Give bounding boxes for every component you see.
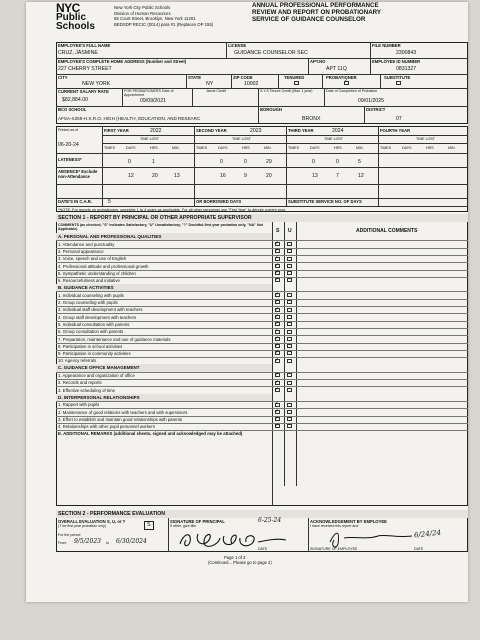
additional-remarks: E. ADDITIONAL REMARKS (additional sheets, signed and acknowledged may be attached)	[58, 431, 243, 437]
rating-checkbox-u[interactable]	[287, 381, 292, 385]
zip-label: ZIP CODE	[233, 75, 253, 80]
rating-checkbox-u[interactable]	[287, 249, 292, 253]
lateness-cell: 29	[266, 159, 272, 165]
criteria-item: 10. Agency referrals	[58, 358, 97, 364]
check-mark-icon: ✓	[274, 277, 280, 284]
check-mark-icon: ✓	[274, 328, 280, 335]
criteria-item: 9. Participation in community activities	[58, 351, 131, 357]
lateness-cell: 1	[152, 159, 155, 165]
attendance-note: *NOTE: For reports on probationers, complete 1 to 4 years as applicable. For all other personnel use "First Year" to denote current year.	[58, 208, 286, 212]
criteria-item: 2. Records and reports	[58, 380, 102, 386]
employee-sign-date: 6/24/24	[413, 528, 442, 540]
overall-rating: S	[147, 522, 151, 528]
criteria-row-line	[56, 299, 468, 300]
criteria-row-line	[56, 357, 468, 358]
apt-value: APT 11Q	[326, 66, 347, 72]
lateness-cell: 0	[220, 159, 223, 165]
district-value: 07	[396, 116, 402, 122]
empid-label: EMPLOYEE ID NUMBER	[372, 59, 421, 64]
criteria-item: 5. Sympathetic understanding of children	[58, 270, 136, 276]
rating-checkbox-u[interactable]	[287, 351, 292, 355]
address-label: EMPLOYEE'S COMPLETE HOME ADDRESS (Number and Street)	[58, 59, 187, 64]
criteria-row-line	[56, 248, 468, 249]
address-value: 227 CHERRY STREET	[58, 66, 112, 72]
criteria-item: 3. Voice, speech and use of English	[58, 256, 127, 262]
probation-end-date: 09/01/2025	[358, 98, 384, 104]
check-mark-icon: ✓	[274, 291, 280, 298]
criteria-row-line	[56, 379, 468, 380]
rating-checkbox-u[interactable]	[287, 242, 292, 246]
rating-checkbox-u[interactable]	[287, 308, 292, 312]
rating-checkbox-u[interactable]	[287, 388, 292, 392]
check-mark-icon: ✓	[274, 321, 280, 328]
criteria-item: 1. Appearance and organization of office	[58, 373, 135, 378]
rating-checkbox-u[interactable]	[287, 424, 292, 428]
criteria-item: 2. Group counseling with pupils	[58, 300, 118, 305]
section1-title: SECTION 1 - REPORT BY PRINCIPAL OR OTHER APPROPRIATE SUPERVISOR	[56, 214, 468, 222]
check-mark-icon: ✓	[274, 248, 280, 255]
lateness-cell: 0	[244, 159, 247, 165]
year-3: 2024	[332, 128, 344, 134]
criteria-item: 5. Individual consultation with parents	[58, 321, 130, 327]
license-value: GUIDANCE COUNSELOR SEC	[234, 50, 308, 56]
city-label: CITY	[58, 75, 68, 80]
criteria-item: 7. Preparation, maintenance and use of guidance materials	[58, 336, 171, 342]
period-to: 6/30/2024	[116, 538, 147, 545]
absence-cell: 16	[220, 173, 226, 179]
criteria-item: 4. Professional attitude and professional growth	[58, 263, 149, 269]
check-mark-icon: ✓	[274, 379, 280, 386]
borough-value: BRONX	[302, 116, 321, 122]
principal-sig-label: SIGNATURE OF PRINCIPAL	[170, 519, 225, 524]
salary-value: $82,884.00	[62, 97, 88, 103]
absence-cell: 7	[336, 173, 339, 179]
period-from: 9/5/2023	[74, 538, 101, 545]
criteria-item: 3. Effective scheduling of time	[58, 387, 116, 393]
name-label: EMPLOYEE'S FULL NAME	[58, 43, 111, 48]
lateness-cell: 0	[128, 159, 131, 165]
rating-checkbox-u[interactable]	[287, 410, 292, 414]
criteria-item: 1. Attendance and punctuality	[58, 241, 115, 247]
employee-name: CRUZ, JASMINE	[58, 50, 98, 56]
check-mark-icon: ✓	[274, 240, 280, 247]
absence-cell: 13	[174, 173, 180, 179]
state-label: STATE	[188, 75, 202, 80]
absence-cell: 12	[128, 173, 134, 179]
rating-checkbox-u[interactable]	[287, 403, 292, 407]
state-value: NY	[206, 81, 214, 87]
substitute-label: SUBSTITUTE	[384, 75, 411, 80]
probation-end-label: Date of Completion of Probation	[326, 89, 378, 93]
criteria-item: 1. Rapport with pupils	[58, 402, 100, 408]
form-header	[26, 2, 468, 40]
check-mark-icon: ✓	[274, 357, 280, 364]
check-mark-icon: ✓	[274, 416, 280, 422]
criteria-item: 2. Maintenance of good relations with teachers and with supervisors	[58, 409, 188, 415]
rating-checkbox-u[interactable]	[287, 300, 292, 304]
evaluation-form-page: NYC Public Schools New York City Public Schools Division of Human Resources 65 Court Street, Brooklyn, New York 11201 BEDSDP RECIC (0014) para #1 (Replaces OP 155) ANNUAL PROFESSIONAL PERFORMANCE REVIEW AND REPORT ON PROBATIONARY SERVICE OF GUIDANCE COUNSELOR EMPLOYEE'S FULL NAME CRUZ, JASMINE LICENSE GUIDANCE COUNSELOR SEC FILE NUMBER 2300843 EMPLOYEE'S COMPLETE HOME ADDRESS (Number and Street) 227 CHERRY STREET APT.NO APT 11Q EMPLOYEE ID NUMBER 0831327 CITY NEW YORK STATE NY ZIP CODE 10002 TENURED PROBATIONER ✓ SUBSTITUTE CURRENT SALARY RATE $82,884.00 FOR PROBATIONERS Date of Appointment 09/09/2021 Jarvis Credit S.Y.S Tenure Credit (Max 1 year) Date of Completion of Probation 09/01/2025 BCO SCHOOL AFSA-X259-H.S.R.O. HIGH (HEALTH, EDUCATION, AND RESEARC BOROUGH BRONX DISTRICT 07 Printed as of 06-20-24 FIRST YEAR 2022 SECOND YEAR 2023 THIRD YEAR 2024 FOURTH YEAR TIME LOST TIME LOST TIME LOST TIME LOST TIMES DAYS HRS MIN TIMES DAYS HRS MIN TIMES DAYS HRS MIN TIMES DAYS HRS MIN LATENESS* ABSENCE* Exclude non-Attendance 0 1 0 0 29 0 0 5 12 20 13 16 9 20 13 7 12 DATE'S IN C.A.R. 5 OR BORROWED DAYS SUBSTITUTE SERVICE NO. OF DAYS *NOTE: For reports on probationers, complete 1 to 4 years as applicable. For all other personnel use "First Year" to denote current year. SECTION 1 - REPORT BY PRINCIPAL OR OTHER APPROPRIATE SUPERVISOR COMMENTS (as checked, "S" indicates Satisfactory, "U" Unsatisfactory, "?" Doubtful-first year probation only, "NA" Not Applicable) S U ADDITIONAL COMMENTS A. PERSONAL AND PROFESSIONAL QUALITIES 1. Attendance and punctuality ✓ 2. Personal appearance ✓ 3. Voice, speech and use of English ✓ 4. Professional attitude and professional growth ✓ 5. Sympathetic understanding of children ✓ 6. Resourcefulness and initiative ✓ B. GUIDANCE ACTIVITIES 1. Individual counseling with pupils ✓ 2. Group counseling with pupils ✓ 3. Individual staff development with teachers ✓ 4. Group staff development with teachers ✓ 5. Individual consultation with parents ✓ 6. Group consultation with parents ✓ 7. Preparation, maintenance and use of guidance materials ✓ 8. Participation in school activities ✓ 9. Participation in community activities ✓ 10. Agency referrals ✓ C. GUIDANCE OFFICE MANAGEMENT 1. Appearance and organization of office ✓ 2. Records and reports ✓ 3. Effective scheduling of time ✓ D. INTERPERSONAL RELATIONSHIPS 1. Rapport with pupils ✓ 2. Maintenance of good relations with teachers and with supervisors ✓ 3. Effort to establish and maintain good relationships with parents ✓ 4. Relationships with other pupil personnel workers ✓ E. ADDITIONAL REMARKS (additional sheets, signed and acknowledged may be attached) SECTION 2 - PERFORMANCE EVALUATION OVERALL EVALUATION S, U, or ? (? for first year probation only) S For the period From 9/5/2023 to 6/30/2024 SIGNATURE OF PRINCIPAL If other, give title 6-25-24 DATE ACKNOWLEDGEMENT BY EMPLOYEE I have received this report and 6/24/24 SIGNATURE OF EMPLOYEE DATE Page 1 of 2 (Continued... Please go to page 2)	[26, 2, 468, 602]
check-mark-icon: ✓	[343, 79, 349, 85]
section2-title: SECTION 2 - PERFORMANCE EVALUATION	[56, 510, 468, 518]
borough-label: BOROUGH	[260, 107, 282, 112]
lateness-cell: 0	[336, 159, 339, 165]
check-mark-icon: ✓	[274, 372, 280, 379]
printed-date: 06-20-24	[58, 142, 79, 148]
criteria-item: 4. Relationships with other pupil personnel workers	[58, 424, 155, 430]
rating-checkbox-u[interactable]	[287, 337, 292, 341]
check-mark-icon: ✓	[274, 343, 280, 349]
check-mark-icon: ✓	[274, 262, 280, 269]
lateness-cell: 0	[312, 159, 315, 165]
attendance-table	[56, 126, 468, 212]
year-2: 2023	[250, 128, 262, 134]
criteria-group-title: D. INTERPERSONAL RELATIONSHIPS	[56, 394, 272, 401]
check-mark-icon: ✓	[274, 408, 280, 415]
file-number: 2300843	[396, 50, 417, 56]
criteria-row-line	[56, 401, 468, 402]
section1-instructions: COMMENTS (as checked, "S" indicates Satisfactory, "U" Unsatisfactory, "?" Doubtful-first year probation only, "NA" Not Applicable)	[58, 223, 263, 232]
principal-signature	[174, 526, 294, 552]
city-value: NEW YORK	[82, 81, 111, 87]
rating-checkbox-u[interactable]	[287, 293, 292, 297]
criteria-item: 8. Participation in school activities	[58, 343, 123, 349]
rating-checkbox-u[interactable]	[287, 264, 292, 268]
appointment-label: FOR PROBATIONERS Date of Appointment	[124, 89, 174, 97]
rating-checkbox-u[interactable]	[287, 359, 292, 363]
file-label: FILE NUMBER	[372, 43, 401, 48]
rating-checkbox-u[interactable]	[287, 315, 292, 319]
criteria-row-line	[56, 240, 468, 241]
check-mark-icon: ✓	[274, 299, 280, 306]
district-label: DISTRICT	[366, 107, 386, 112]
empid-value: 0831327	[396, 66, 417, 72]
form-title: ANNUAL PROFESSIONAL PERFORMANCE REVIEW AND REPORT ON PROBATIONARY SERVICE OF GUIDANCE COUNSELOR	[252, 2, 382, 24]
criteria-group-title: C. GUIDANCE OFFICE MANAGEMENT	[56, 364, 272, 371]
absence-cell: 20	[266, 173, 272, 179]
school-label: BCO SCHOOL	[58, 107, 87, 112]
salary-label: CURRENT SALARY RATE	[58, 89, 109, 94]
check-mark-icon: ✓	[274, 350, 280, 357]
criteria-row-line	[56, 386, 468, 387]
continued-note: (Continued... Please go to page 2)	[208, 560, 272, 565]
zip-value: 10002	[244, 81, 259, 87]
substitute-checkbox[interactable]	[396, 81, 401, 85]
lateness-label: LATENESS*	[58, 157, 82, 162]
agency-address: New York City Public Schools Division of Human Resources 65 Court Street, Brooklyn, New York 11201 BEDSDP RECIC (0014) para #1 (Replaces OP 155)	[114, 5, 214, 27]
probationer-label: PROBATIONER	[326, 75, 357, 80]
rating-checkbox-u[interactable]	[287, 373, 292, 377]
apt-label: APT.NO	[310, 59, 326, 64]
check-mark-icon: ✓	[274, 335, 280, 342]
ack-label: ACKNOWLEDGEMENT BY EMPLOYEE	[310, 519, 387, 524]
absence-label: ABSENCE* Exclude non-Attendance	[58, 169, 98, 179]
check-mark-icon: ✓	[274, 270, 280, 276]
criteria-item: 6. Resourcefulness and initiative	[58, 278, 120, 284]
check-mark-icon: ✓	[274, 401, 280, 408]
principal-date: 6-25-24	[258, 517, 282, 524]
criteria-item: 6. Group consultation with parents	[58, 329, 124, 335]
appointment-date: 09/09/2021	[140, 98, 166, 104]
jarvis-label: Jarvis Credit	[206, 89, 226, 93]
page-number: Page 1 of 2	[224, 555, 246, 560]
lateness-cell: 5	[358, 159, 361, 165]
year-1: 2022	[150, 128, 162, 134]
rating-checkbox-u[interactable]	[287, 322, 292, 326]
ca-days: 5	[108, 199, 111, 205]
license-label: LICENSE	[228, 43, 247, 48]
overall-label: OVERALL EVALUATION S, U, or ?	[58, 519, 126, 524]
tenured-checkbox[interactable]	[294, 81, 299, 85]
check-mark-icon: ✓	[274, 313, 280, 320]
absence-cell: 9	[244, 173, 247, 179]
absence-cell: 13	[312, 173, 318, 179]
tenured-label: TENURED	[284, 75, 305, 80]
criteria-item: 3. Effort to establish and maintain good relationships with parents	[58, 416, 183, 422]
school-value: AFSA-X259-H.S.R.O. HIGH (HEALTH, EDUCATION, AND RESEARC	[58, 116, 201, 121]
criteria-item: 2. Personal appearance	[58, 248, 104, 254]
check-mark-icon: ✓	[274, 423, 280, 430]
check-mark-icon: ✓	[274, 306, 280, 313]
absence-cell: 20	[152, 173, 158, 179]
rating-checkbox-u[interactable]	[287, 257, 292, 261]
rating-checkbox-u[interactable]	[287, 278, 292, 282]
rating-checkbox-u[interactable]	[287, 417, 292, 421]
additional-comments-header: ADDITIONAL COMMENTS	[356, 228, 418, 234]
criteria-group-title: B. GUIDANCE ACTIVITIES	[56, 284, 272, 291]
rating-checkbox-u[interactable]	[287, 344, 292, 348]
criteria-group-title: A. PERSONAL AND PROFESSIONAL QUALITIES	[56, 233, 272, 240]
rating-checkbox-u[interactable]	[287, 330, 292, 334]
check-mark-icon: ✓	[274, 255, 280, 262]
criteria-item: 4. Group staff development with teachers	[58, 314, 137, 320]
criteria-item: 3. Individual staff development with teachers	[58, 307, 143, 313]
sys-credit-label: S.Y.S Tenure Credit (Max 1 year)	[260, 89, 313, 93]
rating-checkbox-u[interactable]	[287, 271, 292, 275]
criteria-item: 1. Individual counseling with pupils	[58, 292, 124, 298]
nycps-logo: NYC Public Schools	[56, 1, 95, 32]
absence-cell: 12	[358, 173, 364, 179]
check-mark-icon: ✓	[274, 386, 280, 393]
